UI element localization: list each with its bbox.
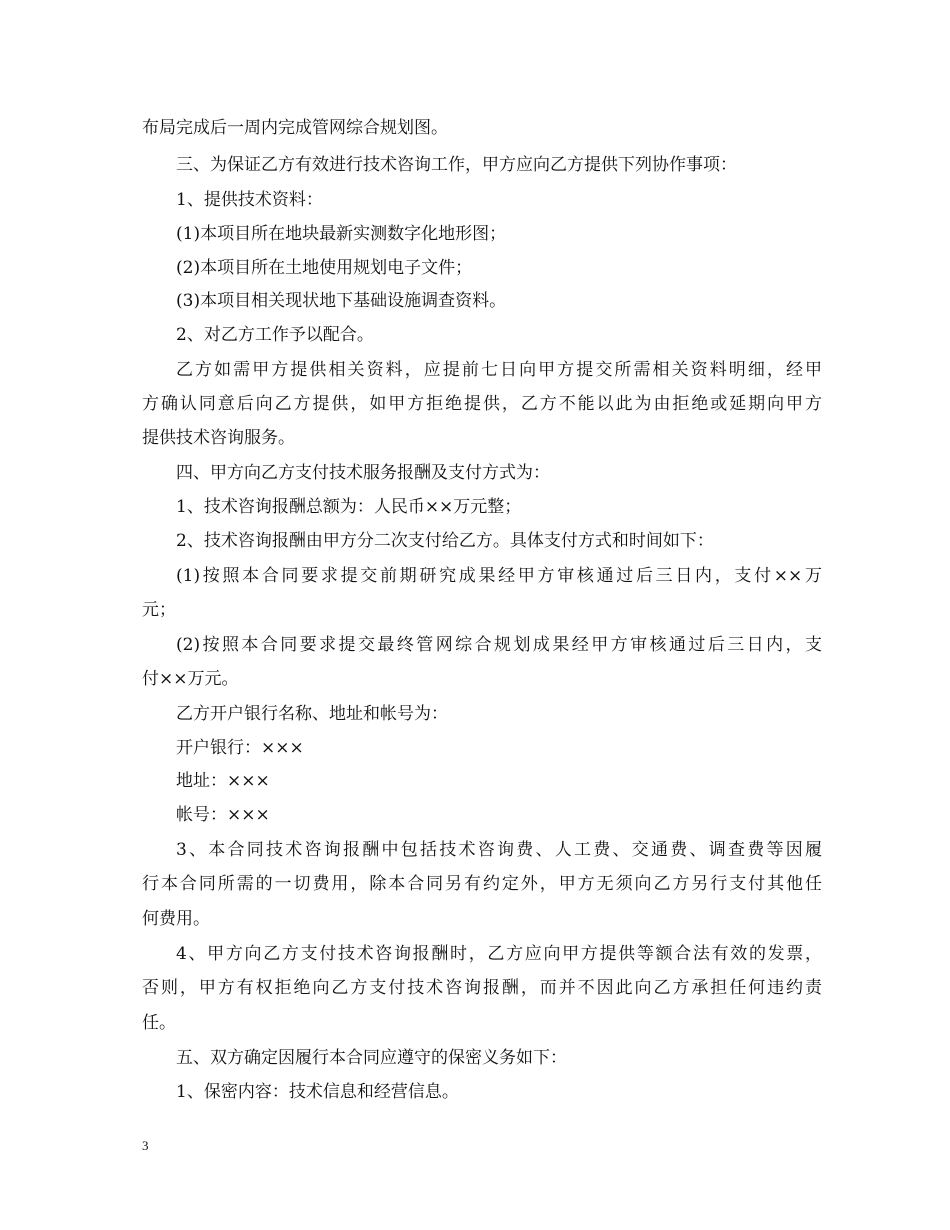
text-line-14: (1)按照本合同要求提交前期研究成果经甲方审核通过后三日内，支付××万 — [176, 566, 822, 586]
text-line-2: 三、为保证乙方有效进行技术咨询工作，甲方应向乙方提供下列协作事项： — [176, 155, 737, 175]
text-line-19: 开户银行：××× — [176, 738, 304, 758]
text-line-11: 四、甲方向乙方支付技术服务报酬及支付方式为： — [176, 463, 550, 483]
text-line-24: 何费用。 — [142, 909, 210, 929]
text-line-23: 行本合同所需的一切费用，除本合同另有约定外，甲方无须向乙方另行支付其他任 — [142, 874, 822, 894]
text-line-21: 帐号：××× — [176, 805, 270, 825]
text-line-9: 方确认同意后向乙方提供，如甲方拒绝提供，乙方不能以此为由拒绝或延期向甲方 — [142, 394, 822, 414]
text-line-12: 1、技术咨询报酬总额为：人民币××万元整； — [176, 497, 522, 517]
text-line-5: (2)本项目所在土地使用规划电子文件； — [176, 258, 473, 278]
text-line-25: 4、甲方向乙方支付技术咨询报酬时，乙方应向甲方提供等额合法有效的发票， — [176, 944, 822, 964]
text-line-28: 五、双方确定因履行本合同应遵守的保密义务如下： — [176, 1048, 567, 1068]
text-line-16: (2)按照本合同要求提交最终管网综合规划成果经甲方审核通过后三日内，支 — [176, 635, 822, 655]
text-line-20: 地址：××× — [176, 771, 270, 791]
text-line-18: 乙方开户银行名称、地址和帐号为： — [176, 704, 448, 724]
text-line-8: 乙方如需甲方提供相关资料，应提前七日向甲方提交所需相关资料明细，经甲 — [176, 360, 822, 380]
text-line-7: 2、对乙方工作予以配合。 — [176, 325, 374, 345]
text-line-6: (3)本项目相关现状地下基础设施调查资料。 — [176, 291, 507, 311]
text-line-3: 1、提供技术资料： — [176, 190, 323, 210]
text-line-26: 否则，甲方有权拒绝向乙方支付技术咨询报酬，而并不因此向乙方承担任何违约责 — [142, 978, 822, 998]
page-number: 3 — [142, 1138, 149, 1153]
text-line-10: 提供技术咨询服务。 — [142, 428, 295, 448]
text-line-15: 元； — [142, 600, 176, 620]
text-line-22: 3、本合同技术咨询报酬中包括技术咨询费、人工费、交通费、调查费等因履 — [176, 840, 822, 860]
text-line-27: 任。 — [142, 1013, 176, 1033]
text-line-13: 2、技术咨询报酬由甲方分二次支付给乙方。具体支付方式和时间如下： — [176, 531, 714, 551]
text-line-4: (1)本项目所在地块最新实测数字化地形图； — [176, 224, 507, 244]
text-line-17: 付××万元。 — [142, 669, 239, 689]
text-line-1: 布局完成后一周内完成管网综合规划图。 — [142, 118, 448, 138]
text-line-29: 1、保密内容：技术信息和经营信息。 — [176, 1082, 459, 1102]
